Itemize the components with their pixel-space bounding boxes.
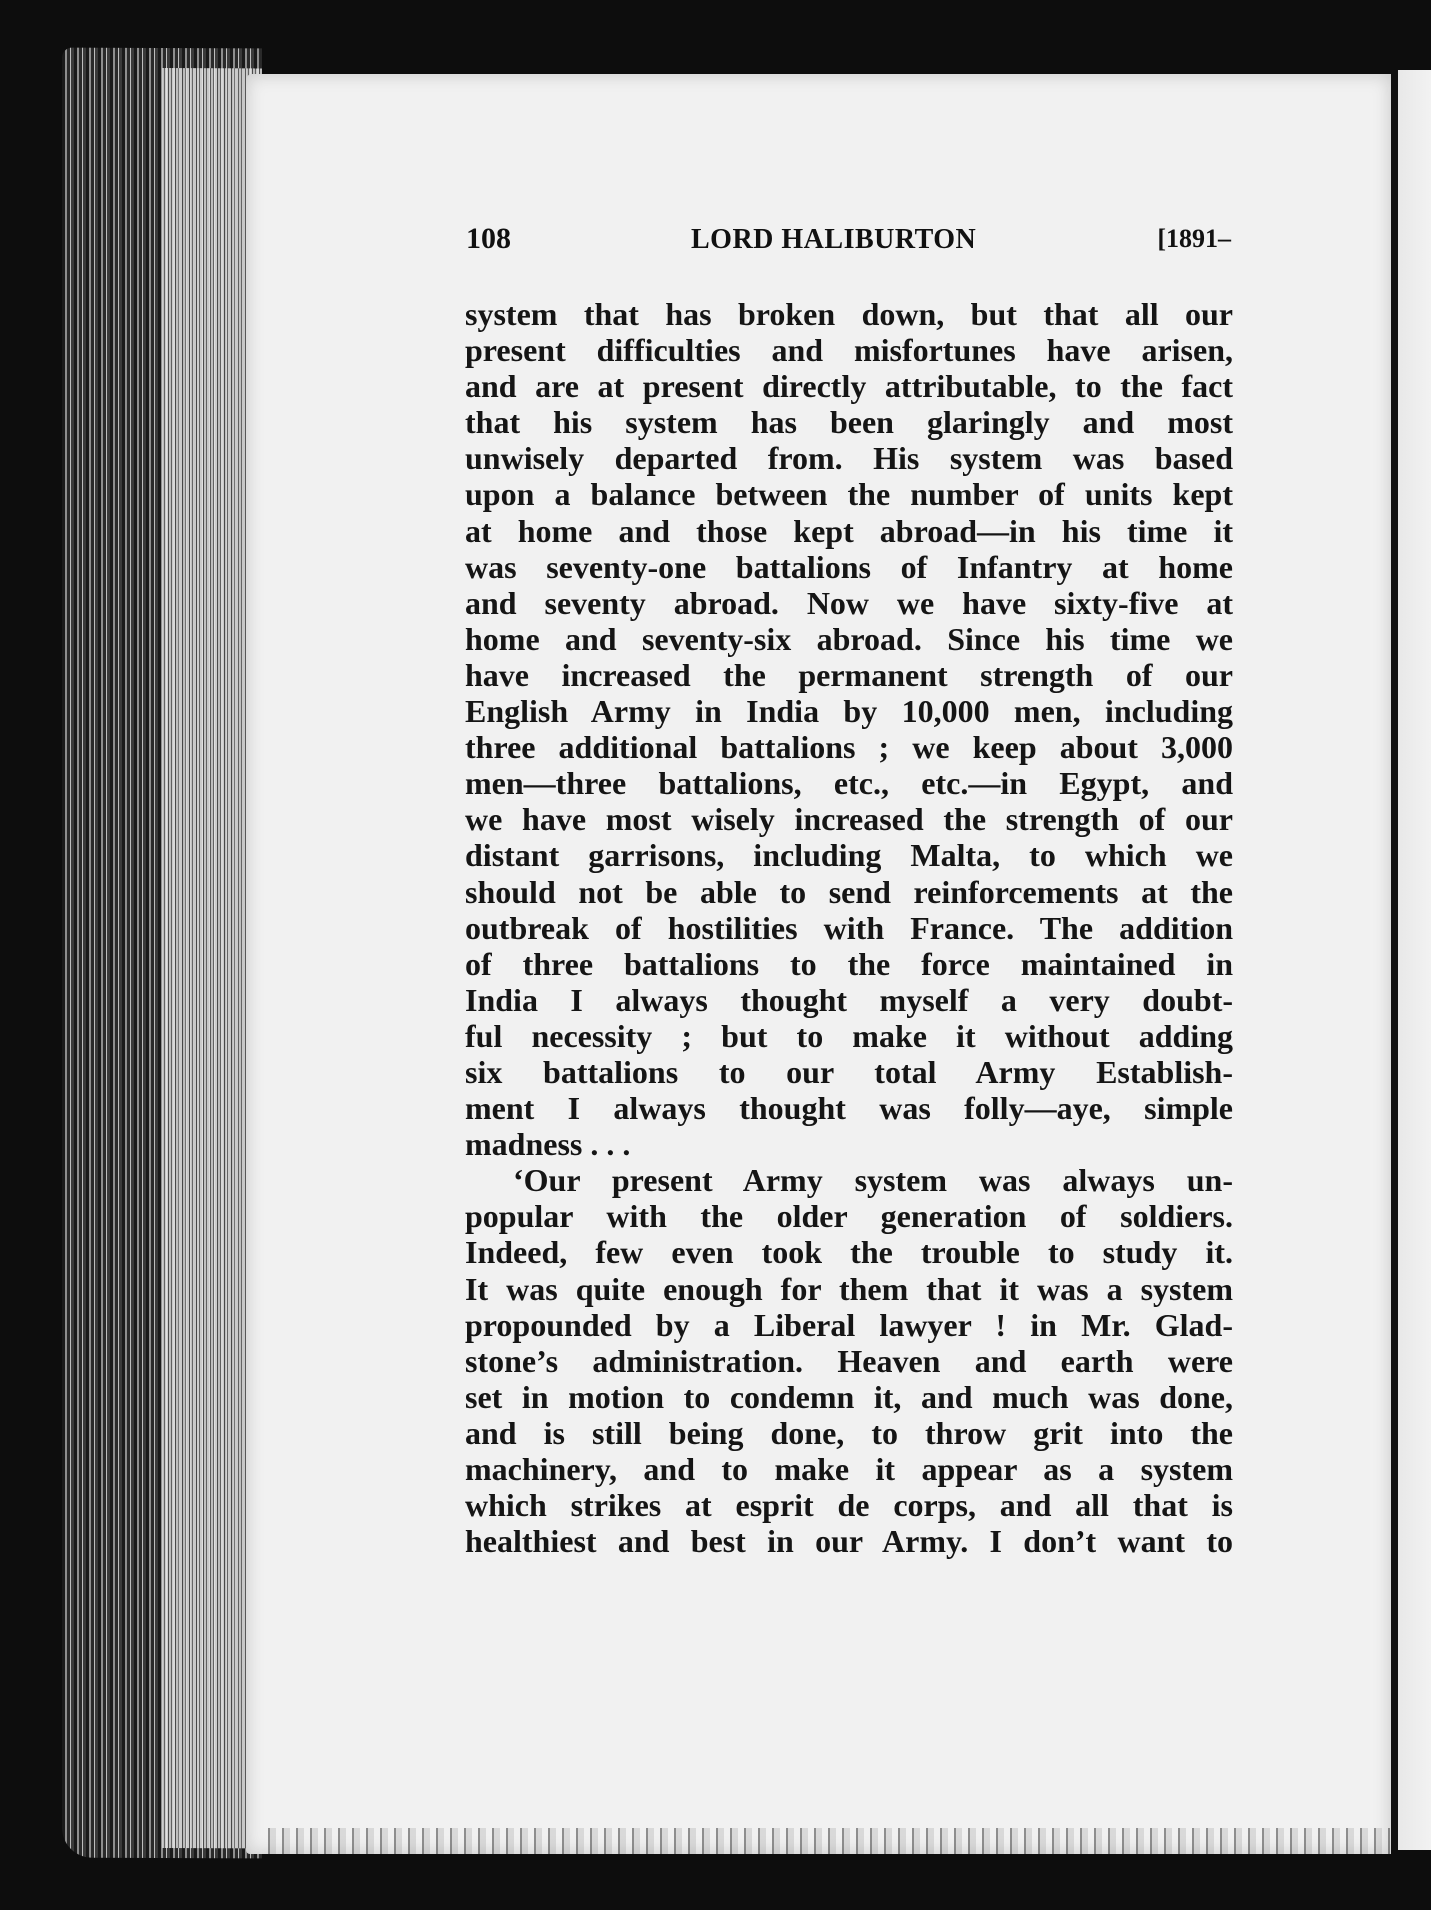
facing-page-edge [1390, 70, 1431, 1850]
text-line: and seventy abroad. Now we have sixty-five at [465, 584, 1233, 621]
text-line: ‘Our present Army system was always un- [513, 1162, 1233, 1199]
text-line: was seventy-one battalions of Infantry at home [465, 548, 1233, 585]
text-line: of three battalions to the force maintained in [465, 945, 1233, 982]
text-line: that his system has been glaringly and most [465, 404, 1233, 441]
text-line: six battalions to our total Army Establish- [465, 1053, 1233, 1090]
text-line: It was quite enough for them that it was a system [465, 1270, 1233, 1307]
text-line: propounded by a Liberal lawyer ! in Mr. Glad- [465, 1306, 1233, 1343]
text-line: ment I always thought was folly—aye, simple [465, 1090, 1233, 1127]
text-line: which strikes at esprit de corps, and all that is [465, 1487, 1233, 1524]
text-line: popular with the older generation of soldiers. [465, 1198, 1233, 1235]
text-line: should not be able to send reinforcements at the [465, 873, 1233, 910]
text-line: upon a balance between the number of units kept [465, 476, 1233, 513]
text-line: madness . . . [465, 1126, 631, 1163]
text-line: machinery, and to make it appear as a system [465, 1451, 1233, 1487]
text-line: Indeed, few even took the trouble to study it. [465, 1234, 1233, 1271]
page-header [466, 222, 1231, 262]
text-line: healthiest and best in our Army. I don’t want to [465, 1523, 1233, 1560]
page-number: 108 [466, 222, 511, 255]
text-line: outbreak of hostilities with France. The addition [465, 909, 1233, 946]
text-line: at home and those kept abroad—in his time it [465, 512, 1233, 549]
running-title: LORD HALIBURTON [691, 224, 977, 255]
text-line: stone’s administration. Heaven and earth were [465, 1342, 1233, 1379]
page-bottom-edge [262, 1828, 1390, 1854]
text-line: and is still being done, to throw grit into the [465, 1414, 1233, 1451]
text-line: men—three battalions, etc., etc.—in Egypt, and [465, 765, 1233, 802]
body-text [465, 296, 1233, 1559]
book-page-edges [62, 48, 262, 1859]
text-line: we have most wisely increased the strength of our [465, 801, 1233, 838]
text-line: present difficulties and misfortunes have arisen, [465, 332, 1233, 369]
text-line: system that has broken down, but that all our [465, 296, 1233, 332]
text-line: and are at present directly attributable, to the fact [465, 368, 1233, 405]
text-line: English Army in India by 10,000 men, including [465, 693, 1233, 730]
running-year: [1891– [1157, 224, 1231, 253]
text-line: have increased the permanent strength of our [465, 656, 1233, 693]
text-line: distant garrisons, including Malta, to which we [465, 837, 1233, 874]
text-line: home and seventy-six abroad. Since his time we [465, 620, 1233, 657]
text-line: set in motion to condemn it, and much was done, [465, 1378, 1233, 1415]
text-line: India I always thought myself a very doubt- [465, 981, 1233, 1018]
text-line: unwisely departed from. His system was based [465, 440, 1233, 477]
text-line: three additional battalions ; we keep about 3,000 [465, 729, 1233, 766]
text-line: ful necessity ; but to make it without adding [465, 1017, 1233, 1054]
